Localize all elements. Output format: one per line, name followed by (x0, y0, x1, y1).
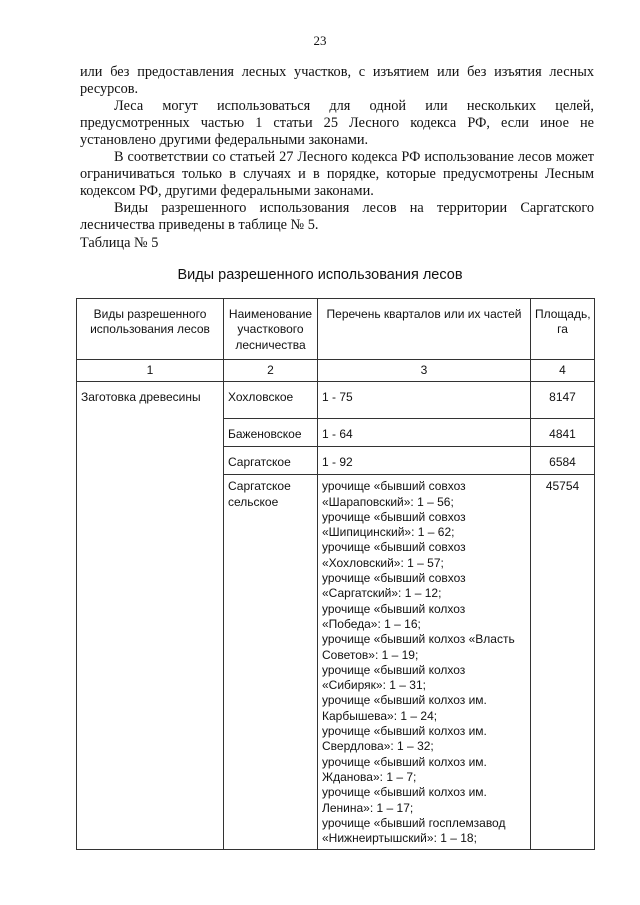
area-cell: 6584 (531, 447, 595, 475)
quarter-list-item: урочище «бывший совхоз «Саргатский»: 1 – 12; (322, 571, 466, 601)
column-number: 1 (77, 360, 224, 382)
column-number: 3 (318, 360, 531, 382)
intro-paragraph-3: В соответствии со статьей 27 Лесного кодекса РФ использование лесов может ограничиваться только в случаях и в порядке, которые предусмотрены Лесным кодексом РФ, другими федеральными законами. (80, 149, 594, 199)
header-area: Площадь, га (531, 299, 595, 360)
table-title: Виды разрешенного использования лесов (177, 267, 463, 283)
intro-paragraph-4: Виды разрешенного использования лесов на территории Саргатского лесничества приведены в таблице № 5. (80, 200, 594, 233)
column-number-row (77, 360, 595, 382)
quarter-list-item: урочище «бывший колхоз им. Ленина»: 1 – 17; (322, 785, 487, 815)
quarter-list-item: урочище «бывший совхоз «Хохловский»: 1 – 57; (322, 540, 466, 570)
page-number: 23 (313, 33, 327, 48)
quarter-list-item: урочище «бывший совхоз «Шипицинский»: 1 – 62; (322, 509, 466, 540)
district-cell: Хохловское (224, 382, 318, 419)
district-cell: Саргатское сельское (224, 475, 318, 850)
quarters-cell: 1 - 92 (318, 447, 531, 475)
intro-paragraph-1: или без предоставления лесных участков, с изъятием или без изъятия лесных ресурсов. (80, 64, 594, 97)
quarter-list-item: урочище «бывший госплемзавод «Нижнеиртышский»: 1 – 18; (322, 815, 506, 846)
table-row (77, 382, 595, 419)
table-header-row (77, 299, 595, 360)
quarters-cell: 1 - 75 (318, 382, 531, 419)
quarters-list (322, 479, 526, 846)
quarters-cell (318, 475, 531, 850)
quarter-list-item: урочище «бывший совхоз «Шараповский»: 1 – 56; (322, 479, 466, 509)
quarter-list-item: урочище «бывший колхоз «Власть Советов»: 1 – 19; (322, 632, 515, 662)
header-district: Наименование участкового лесничества (224, 299, 318, 360)
forest-use-table (76, 298, 595, 850)
district-cell: Саргатское (224, 447, 318, 475)
use-type-cell: Заготовка древесины (77, 382, 224, 850)
header-use-type: Виды разрешенного использования лесов (77, 299, 224, 360)
quarter-list-item: урочище «бывший колхоз им. Карбышева»: 1 – 24; (322, 693, 487, 723)
body-text (80, 64, 594, 252)
district-cell: Баженовское (224, 419, 318, 447)
table-label: Таблица № 5 (80, 235, 159, 251)
quarter-list-item: урочище «бывший колхоз им. Свердлова»: 1 – 32; (322, 724, 487, 754)
intro-paragraph-2: Леса могут использоваться для одной или нескольких целей, предусмотренных частью 1 статьи 25 Лесного кодекса РФ, если иное не установлено другими федеральными законами. (80, 98, 594, 148)
quarter-list-item: урочище «бывший колхоз «Сибиряк»: 1 – 31; (322, 662, 466, 693)
area-cell: 4841 (531, 419, 595, 447)
quarter-list-item: урочище «бывший колхоз им. Жданова»: 1 – 7; (322, 754, 487, 784)
quarter-list-item: урочище «бывший колхоз «Победа»: 1 – 16; (322, 601, 466, 631)
header-quarters: Перечень кварталов или их частей (318, 299, 531, 360)
column-number: 2 (224, 360, 318, 382)
area-cell: 45754 (531, 475, 595, 850)
column-number: 4 (531, 360, 595, 382)
area-cell: 8147 (531, 382, 595, 419)
quarters-cell: 1 - 64 (318, 419, 531, 447)
